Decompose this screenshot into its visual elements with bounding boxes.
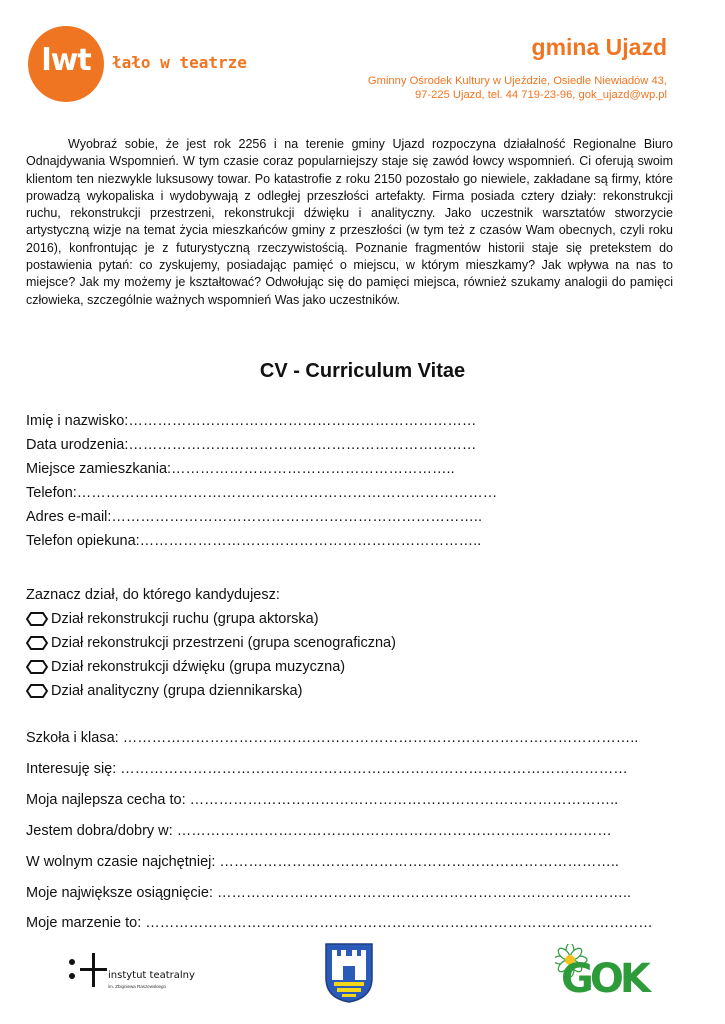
option-sound[interactable] — [26, 659, 345, 675]
hexagon-checkbox-icon[interactable] — [26, 684, 48, 698]
logo-lwt-mark: lwt — [41, 43, 91, 78]
address-line-1: Gminny Ośrodek Kultury w Ujeździe, Osiedle Niewiadów 43, — [367, 75, 667, 87]
option-label: Dział rekonstrukcji dźwięku (grupa muzyczna) — [51, 659, 346, 675]
intro-text: Wyobraź sobie, że jest rok 2256 i na terenie gminy Ujazd rozpoczyna działalność Regionalne Biuro Odnajdywania Wspomnień. W tym czasie coraz popularniejszy staje się zawód łowcy wspomnień. Ci oferują swoim klientom ten niezwykle luksusowy towar. Po katastrofie z roku 2150 pozostało go niewiele, zakładane są firmy, które prowadzą wykopaliska i wydobywają z odległej przeszłości artefakty. Firma posiada cztery działy: rekonstrukcji ruchu, rekonstrukcji przestrzeni, rekonstrukcji dźwięku i analityczny. Jako uczestnik warsztatów stworzycie artystyczną wizje na temat życia mieszkańców gminy z przeszłości (w tym też z czasów Wam obecnych, czyli roku 2016), konfrontując je z futurystyczną rzeczywistością. Poznanie fragmentów historii staje się pretekstem do postawienia pytań: co zyskujemy, posiadając pamięć o miejscu, w którym mieszkamy? Jak wpływa na nas to miejsce? Jak my możemy je kształtować? Odwołując się do pamięci miejsca, również szukamy analogii do pamięci człowieka, szczególnie ważnych wspomnień Was jako uczestników. — [26, 137, 673, 307]
instytut-teatralny-logo — [68, 950, 198, 999]
field-phone[interactable]: Telefon:…………………………………………………………………………… — [26, 485, 498, 501]
option-label: Dział analityczny (grupa dziennikarska) — [51, 683, 303, 699]
hexagon-checkbox-icon[interactable] — [26, 612, 48, 626]
field-email[interactable]: Adres e-mail:………………………………………………………………….. — [26, 509, 482, 525]
gok-letters: GOK — [561, 956, 647, 1002]
instytut-subtext: im. Zbigniewa Raszewskiego — [108, 984, 167, 989]
field-residence[interactable]: Miejsce zamieszkania:………………………………………………….. — [26, 461, 455, 477]
field-free-time[interactable]: W wolnym czasie najchętniej: ……………………………………………………………………….. — [26, 854, 619, 870]
address-line-2: 97-225 Ujazd, tel. 44 719-23-96, gok_ujazd@wp.pl — [414, 89, 667, 101]
ujazd-crest-logo — [324, 942, 374, 1009]
option-label: Dział rekonstrukcji przestrzeni (grupa scenograficzna) — [51, 635, 396, 651]
field-good-at[interactable]: Jestem dobra/dobry w: ……………………………………………………………………………… — [26, 823, 612, 839]
field-guardian-phone[interactable]: Telefon opiekuna:…………………………………………………………….. — [26, 533, 482, 549]
option-analytic[interactable] — [26, 683, 302, 699]
option-space[interactable] — [26, 635, 396, 651]
option-label: Dział rekonstrukcji ruchu (grupa aktorska) — [51, 611, 319, 627]
field-school[interactable]: Szkoła i klasa: …………………………………………………………………………………………….. — [26, 730, 639, 746]
section-label: Zaznacz dział, do którego kandydujesz: — [26, 587, 280, 603]
field-achievement[interactable]: Moje największe osiągnięcie: ………………………………………………………………………….. — [26, 885, 632, 901]
logo-text: łało w teatrze — [112, 53, 247, 72]
gmina-title: gmina Ujazd — [531, 34, 667, 60]
cv-title: CV - Curriculum Vitae — [259, 360, 466, 382]
option-movement[interactable] — [26, 611, 319, 627]
field-interests[interactable]: Interesuję się: …………………………………………………………………………………………… — [26, 761, 628, 777]
field-best-trait[interactable]: Moja najlepsza cecha to: …………………………………………………………………………….. — [26, 792, 619, 808]
field-dream[interactable]: Moje marzenie to: …………………………………………………………………………………………… — [26, 915, 653, 931]
hexagon-checkbox-icon[interactable] — [26, 660, 48, 674]
gmina-address — [307, 74, 667, 102]
gok-logo — [555, 944, 647, 1009]
intro-paragraph — [26, 136, 673, 309]
instytut-text: instytut teatralny — [108, 970, 195, 981]
field-name[interactable]: Imię i nazwisko:……………………………………………………………… — [26, 413, 477, 429]
hexagon-checkbox-icon[interactable] — [26, 636, 48, 650]
field-birth-date[interactable]: Data urodzenia:……………………………………………………………… — [26, 437, 477, 453]
crest-icon — [324, 942, 374, 1004]
